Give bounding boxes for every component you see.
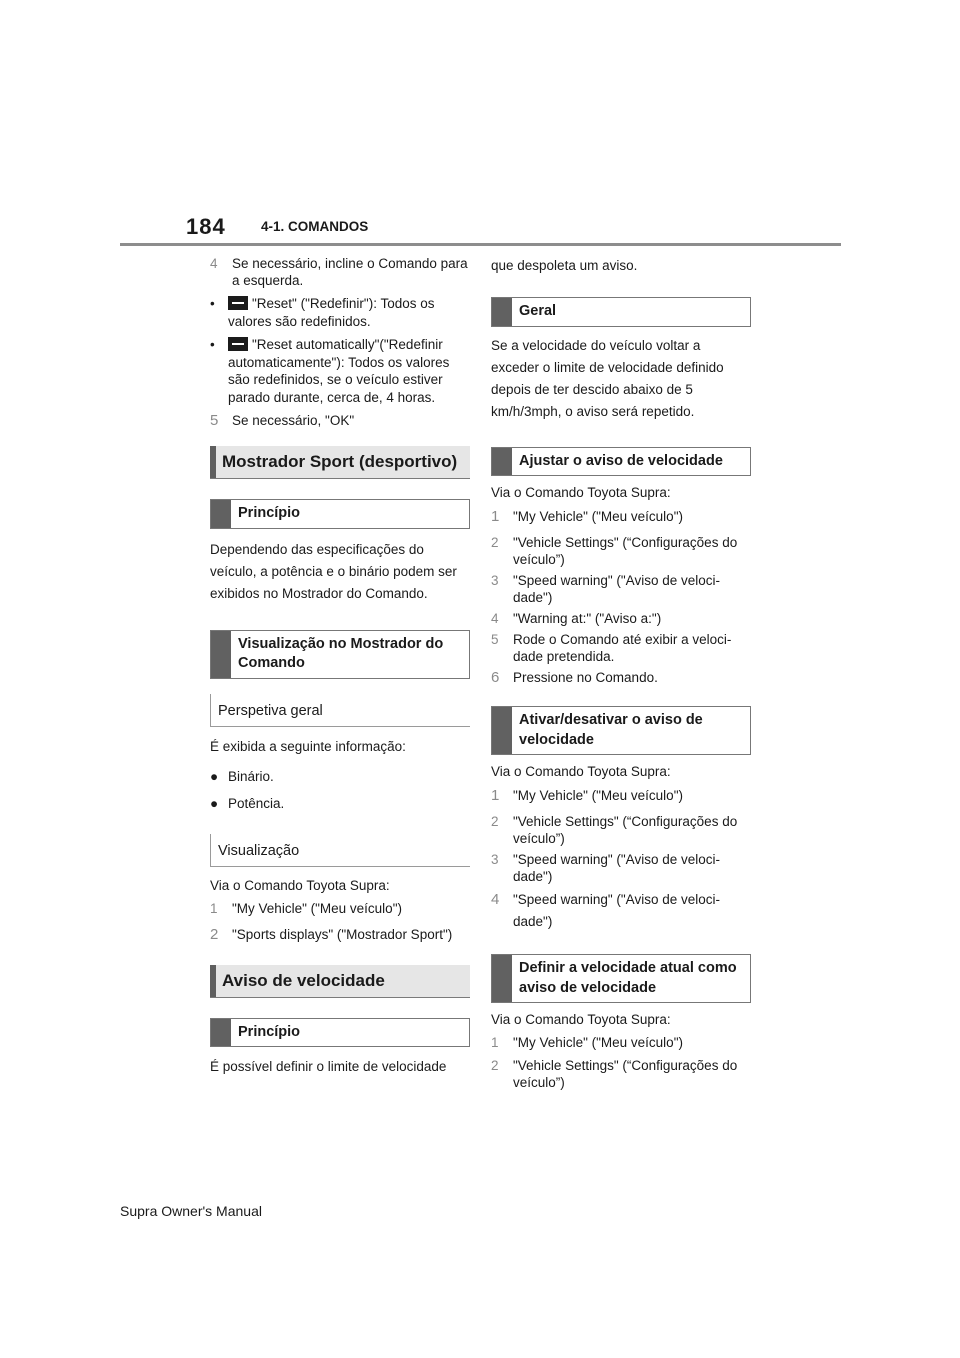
bullet-icon: ● bbox=[210, 768, 219, 784]
header-divider bbox=[120, 243, 841, 246]
subsection-title: Princípio bbox=[210, 1018, 470, 1048]
step-text: "My Vehicle" ("Meu veículo") bbox=[232, 900, 402, 916]
list-text: Potência. bbox=[228, 795, 285, 811]
step-item bbox=[210, 926, 470, 943]
step-text: "Warning at:" ("Aviso a:") bbox=[513, 611, 662, 626]
section-title: Mostrador Sport (desportivo) bbox=[210, 446, 470, 479]
step-item bbox=[491, 889, 751, 933]
step-text: Se necessário, incline o Comando para a esquerda. bbox=[232, 256, 468, 288]
subsection-title: Ajustar o aviso de velocidade bbox=[491, 447, 751, 477]
step-item bbox=[491, 610, 751, 627]
paragraph: que despoleta um aviso. bbox=[491, 258, 638, 273]
step-text: "Vehicle Settings" (“Configurações do veículo”) bbox=[513, 1058, 738, 1090]
step-number: 2 bbox=[210, 925, 219, 943]
step-number: 4 bbox=[210, 256, 218, 271]
paragraph: É possível definir o limite de velocidade bbox=[210, 1059, 447, 1074]
step-number: 4 bbox=[491, 611, 499, 626]
subsection-title: Definir a velocidade atual como aviso de velocidade bbox=[491, 954, 751, 1003]
step-text: Rode o Comando até exibir a veloci-dade pretendida. bbox=[513, 632, 732, 664]
bullet-item bbox=[210, 336, 470, 406]
step-item bbox=[491, 572, 751, 606]
step-text: "Speed warning" ("Aviso de veloci-dade") bbox=[513, 852, 720, 884]
step-number: 3 bbox=[491, 852, 499, 867]
step-number: 3 bbox=[491, 573, 499, 588]
step-text: "Vehicle Settings" (“Configurações do veículo”) bbox=[513, 814, 738, 846]
subsection-title: Geral bbox=[491, 297, 751, 327]
bullet-icon: ● bbox=[210, 795, 219, 811]
step-item bbox=[491, 508, 751, 525]
paragraph: É exibida a seguinte informação: bbox=[210, 738, 406, 754]
step-number: 1 bbox=[491, 508, 500, 525]
step-number: 2 bbox=[491, 814, 499, 829]
step-item bbox=[491, 631, 751, 665]
subsection-title: Princípio bbox=[210, 499, 470, 529]
left-column bbox=[210, 255, 470, 1078]
step-text: "Speed warning" ("Aviso de veloci-dade") bbox=[513, 892, 720, 929]
step-number: 1 bbox=[491, 1035, 499, 1050]
step-text: "My Vehicle" ("Meu veículo") bbox=[513, 509, 683, 524]
subsection-title: Ativar/desativar o aviso de velocidade bbox=[491, 706, 751, 755]
paragraph: Via o Comando Toyota Supra: bbox=[491, 485, 671, 500]
step-number: 2 bbox=[491, 1058, 499, 1073]
step-text: "My Vehicle" ("Meu veículo") bbox=[513, 1035, 683, 1050]
page-number: 184 bbox=[186, 214, 226, 239]
step-text: "Vehicle Settings" (“Configurações do veículo”) bbox=[513, 535, 738, 567]
reset-icon bbox=[228, 296, 248, 310]
step-text: "My Vehicle" ("Meu veículo") bbox=[513, 788, 683, 803]
step-number: 1 bbox=[491, 787, 500, 804]
step-item bbox=[491, 851, 751, 885]
paragraph: Se a velocidade do veículo voltar a exceder o limite de velocidade definido depois de ter descido abaixo de 5 km/h/3mph, o aviso será repetido. bbox=[491, 337, 724, 419]
bullet-dot: • bbox=[210, 337, 215, 352]
step-number: 1 bbox=[210, 900, 218, 916]
step-text: "Sports displays" ("Mostrador Sport") bbox=[232, 926, 453, 942]
step-item bbox=[210, 255, 470, 289]
list-item bbox=[210, 795, 470, 812]
step-number: 5 bbox=[210, 412, 219, 429]
paragraph: Via o Comando Toyota Supra: bbox=[210, 877, 390, 893]
step-item bbox=[491, 787, 751, 804]
step-item bbox=[491, 534, 751, 568]
step-text: Se necessário, "OK" bbox=[232, 413, 355, 428]
step-text: "Speed warning" ("Aviso de veloci-dade") bbox=[513, 573, 720, 605]
reset-auto-icon bbox=[228, 337, 248, 351]
step-item bbox=[491, 1034, 751, 1051]
footer-manual-title: Supra Owner's Manual bbox=[120, 1203, 262, 1219]
step-item bbox=[210, 412, 470, 429]
step-item bbox=[491, 1057, 751, 1091]
paragraph: Via o Comando Toyota Supra: bbox=[491, 1012, 671, 1027]
step-number: 4 bbox=[491, 891, 500, 908]
subheading: Perspetiva geral bbox=[210, 694, 470, 727]
section-title: Aviso de velocidade bbox=[210, 965, 470, 998]
step-text: Pressione no Comando. bbox=[513, 670, 658, 685]
step-item bbox=[210, 900, 470, 917]
list-text: Binário. bbox=[228, 768, 274, 784]
step-number: 5 bbox=[491, 632, 499, 647]
bullet-text: "Reset" ("Redefinir"): Todos os valores são redefinidos. bbox=[228, 296, 435, 329]
bullet-item bbox=[210, 295, 470, 330]
subheading: Visualização bbox=[210, 834, 470, 867]
bullet-dot: • bbox=[210, 296, 215, 311]
chapter-title: 4-1. COMANDOS bbox=[261, 219, 369, 234]
subsection-title: Visualização no Mostrador do Comando bbox=[210, 630, 470, 679]
bullet-text: "Reset automatically"("Redefinir automaticamente"): Todos os valores são redefinidos, se o veículo estiver parado durante, cerca de, 4 horas. bbox=[228, 337, 450, 405]
paragraph: Dependendo das especificações do veículo, a potência e o binário podem ser exibidos no Mostrador do Comando. bbox=[210, 541, 457, 601]
step-number: 6 bbox=[491, 669, 500, 686]
right-column bbox=[491, 255, 751, 1095]
paragraph: Via o Comando Toyota Supra: bbox=[491, 764, 671, 779]
step-item bbox=[491, 813, 751, 847]
list-item bbox=[210, 768, 470, 785]
step-item bbox=[491, 669, 751, 686]
step-number: 2 bbox=[491, 535, 499, 550]
